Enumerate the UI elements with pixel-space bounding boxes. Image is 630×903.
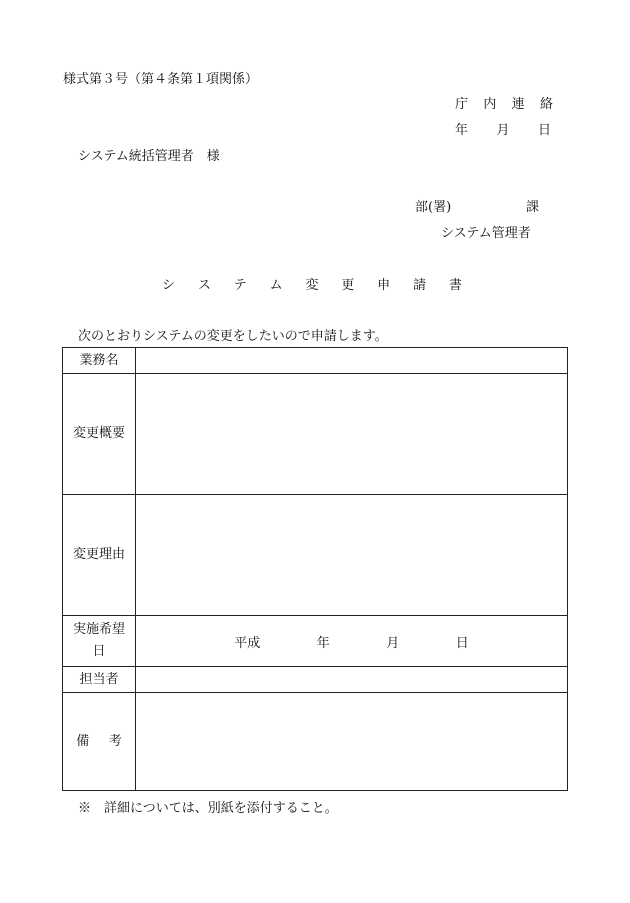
title-char: ム xyxy=(269,278,283,293)
desired-date-row xyxy=(63,616,568,667)
section-label: 課 xyxy=(525,200,539,215)
remarks-row xyxy=(63,693,568,791)
change-reason-field[interactable] xyxy=(136,495,568,616)
desired-date-label-line2: 日 xyxy=(92,644,106,659)
business-name-field[interactable] xyxy=(136,348,568,374)
application-table xyxy=(62,347,568,791)
notice-type-char: 絡 xyxy=(539,97,553,112)
change-summary-row xyxy=(63,374,568,495)
date-year-label: 年 xyxy=(455,123,469,138)
change-summary-label: 変更概要 xyxy=(63,374,136,495)
date-day-label: 日 xyxy=(537,123,551,138)
title-char: テ xyxy=(233,278,247,293)
notice-type-char: 庁 xyxy=(455,97,469,112)
change-reason-label: 変更理由 xyxy=(63,495,136,616)
title-char: ス xyxy=(197,278,211,293)
business-name-label: 業務名 xyxy=(63,348,136,374)
era-label: 平成 xyxy=(234,635,261,651)
person-in-charge-row xyxy=(63,667,568,693)
title-char: 申 xyxy=(377,278,391,293)
month-label: 月 xyxy=(386,635,400,651)
department-line xyxy=(415,196,539,215)
addressee: システム統括管理者 様 xyxy=(78,149,220,164)
form-number: 様式第３号（第４条第１項関係） xyxy=(63,72,259,87)
day-label: 日 xyxy=(455,635,469,651)
document-title xyxy=(162,274,462,293)
change-reason-row xyxy=(63,495,568,616)
person-in-charge-field[interactable] xyxy=(136,667,568,693)
remarks-label xyxy=(63,693,142,791)
desired-date-field[interactable] xyxy=(136,616,568,667)
person-in-charge-label: 担当者 xyxy=(63,667,136,693)
notice-type-char: 内 xyxy=(483,97,497,112)
title-char: 書 xyxy=(448,278,462,293)
notice-type-char: 連 xyxy=(511,97,525,112)
remarks-label-text: 備考 xyxy=(76,733,142,749)
desired-date-label xyxy=(63,616,136,667)
notice-type xyxy=(455,93,553,112)
remarks-field[interactable] xyxy=(136,693,568,791)
title-char: シ xyxy=(162,278,176,293)
date-month-label: 月 xyxy=(496,123,510,138)
title-char: 請 xyxy=(413,278,427,293)
desired-date-label-line1: 実施希望 xyxy=(72,622,125,637)
change-summary-field[interactable] xyxy=(136,374,568,495)
department-label: 部(署) xyxy=(415,200,452,215)
business-name-row xyxy=(63,348,568,374)
year-label: 年 xyxy=(316,635,330,651)
intro-text: 次のとおりシステムの変更をしたいので申請します。 xyxy=(78,329,388,344)
applicant-title: システム管理者 xyxy=(441,226,531,241)
date-line xyxy=(455,119,551,138)
title-char: 変 xyxy=(305,278,319,293)
footnote: ※ 詳細については、別紙を添付すること。 xyxy=(78,801,338,816)
title-char: 更 xyxy=(341,278,355,293)
